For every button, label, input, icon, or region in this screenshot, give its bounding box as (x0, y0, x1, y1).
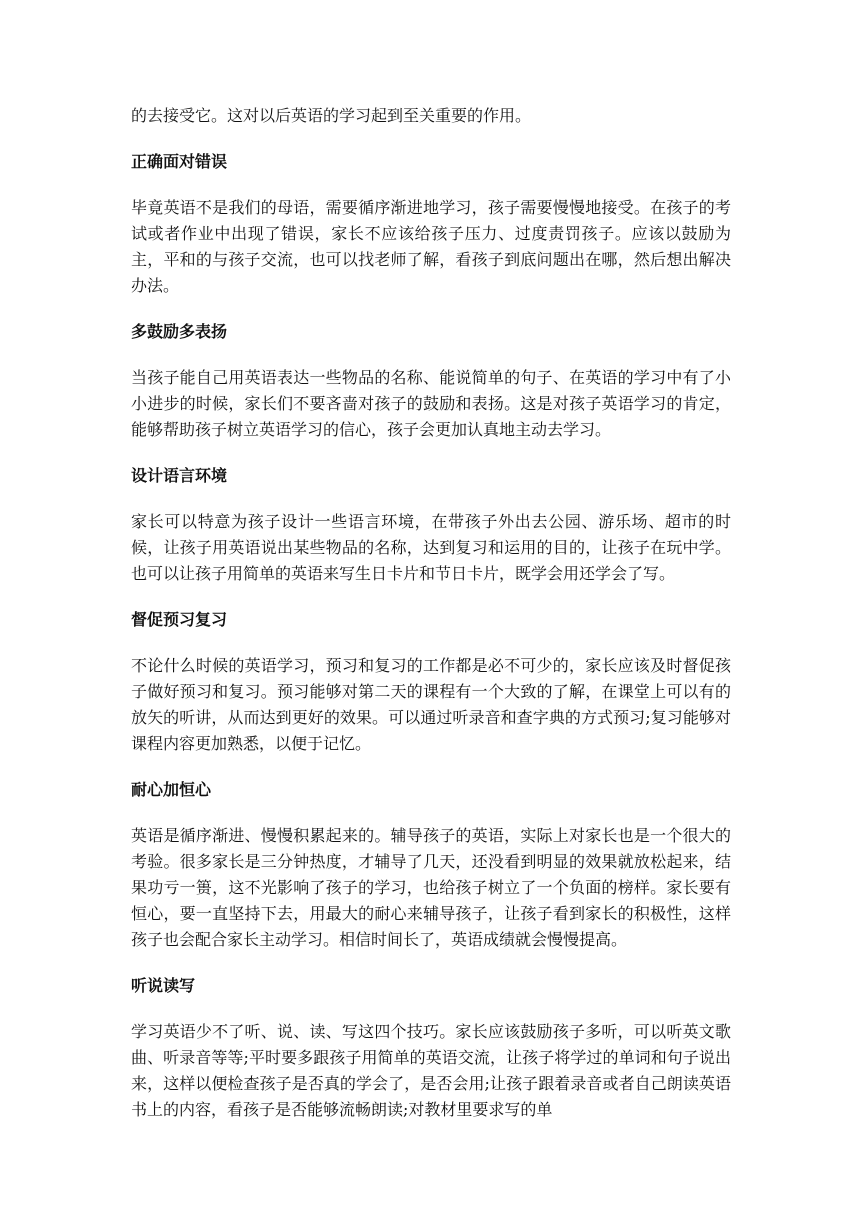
document-content (131, 103, 731, 1143)
intro-paragraph: 的去接受它。这对以后英语的学习起到至关重要的作用。 (131, 106, 532, 125)
section-body-patience-persistence: 英语是循序渐进、慢慢积累起来的。辅导孩子的英语，实际上对家长也是一个很大的考验。很多家长是三分钟热度，才辅导了几天，还没看到明显的效果就放松起来，结果功亏一篑，这不光影响了孩子的学习，也给孩子树立了一个负面的榜样。家长要有恒心，要一直坚持下去，用最大的耐心来辅导孩子，让孩子看到家长的积极性，这样孩子也会配合家长主动学习。相信时间长了，英语成绩就会慢慢提高。 (131, 826, 731, 949)
section-body-listen-speak-read-write: 学习英语少不了听、说、读、写这四个技巧。家长应该鼓励孩子多听，可以听英文歌曲、听录音等等;平时要多跟孩子用简单的英语交流，让孩子将学过的单词和句子说出来，这样以便检查孩子是否真的学会了，是否会用;让孩子跟着录音或者自己朗读英语书上的内容，看孩子是否能够流畅朗读;对教材里要求写的单 (131, 1022, 731, 1119)
section-body-language-environment: 家长可以特意为孩子设计一些语言环境，在带孩子外出去公园、游乐场、超市的时候，让孩子用英语说出某些物品的名称，达到复习和运用的目的，让孩子在玩中学。也可以让孩子用简单的英语来写生日卡片和节日卡片，既学会用还学会了写。 (131, 512, 731, 583)
section-heading-preview-review: 督促预习复习 (131, 610, 228, 629)
section-heading-encourage-praise: 多鼓励多表扬 (131, 322, 228, 341)
section-body-correct-errors: 毕竟英语不是我们的母语，需要循序渐进地学习，孩子需要慢慢地接受。在孩子的考试或者作业中出现了错误，家长不应该给孩子压力、过度责罚孩子。应该以鼓励为主，平和的与孩子交流，也可以找老师了解，看孩子到底问题出在哪，然后想出解决办法。 (131, 198, 731, 295)
section-heading-listen-speak-read-write: 听说读写 (131, 976, 196, 995)
section-body-encourage-praise: 当孩子能自己用英语表达一些物品的名称、能说简单的句子、在英语的学习中有了小小进步的时候，家长们不要吝啬对孩子的鼓励和表扬。这是对孩子英语学习的肯定，能够帮助孩子树立英语学习的信心，孩子会更加认真地主动去学习。 (131, 368, 731, 439)
section-heading-language-environment: 设计语言环境 (131, 466, 228, 485)
section-heading-patience-persistence: 耐心加恒心 (131, 780, 212, 799)
section-heading-correct-errors: 正确面对错误 (131, 152, 228, 171)
section-body-preview-review: 不论什么时候的英语学习，预习和复习的工作都是必不可少的，家长应该及时督促孩子做好预习和复习。预习能够对第二天的课程有一个大致的了解，在课堂上可以有的放矢的听讲，从而达到更好的效果。可以通过听录音和查字典的方式预习;复习能够对课程内容更加熟悉，以便于记忆。 (131, 656, 731, 753)
